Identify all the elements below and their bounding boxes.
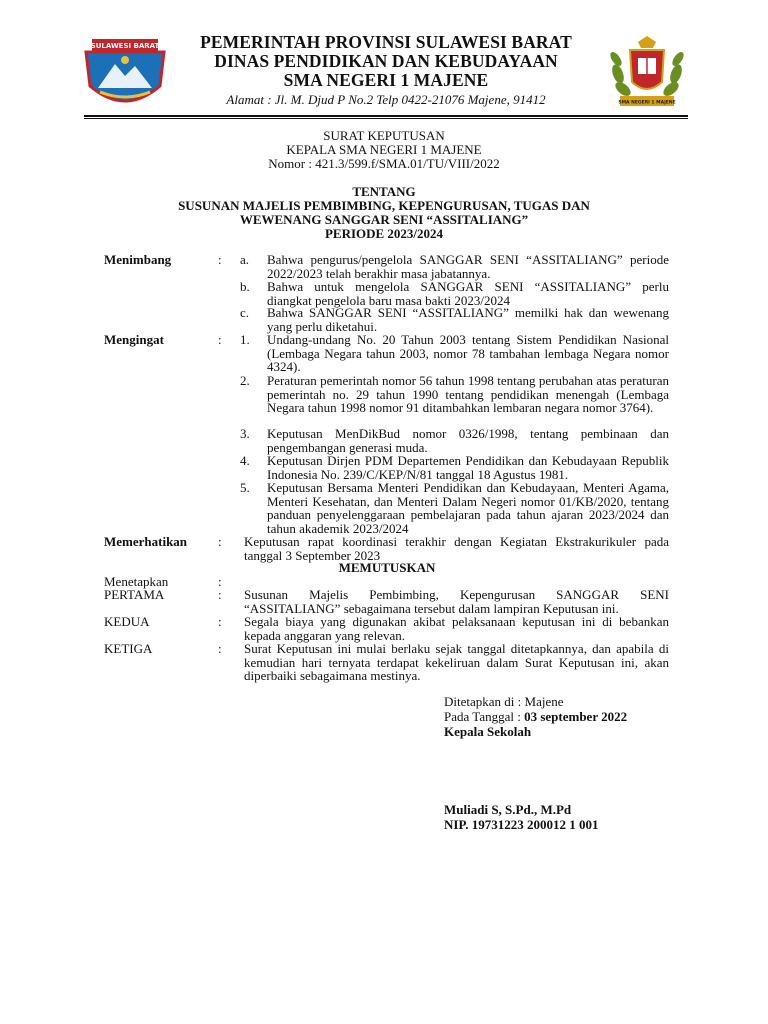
ketiga-label: KETIGA <box>104 641 153 656</box>
letterhead-address: Alamat : Jl. M. Djud P No.2 Telp 0422-21076 Majene, 91412 <box>226 92 546 107</box>
memerhatikan-label: Memerhatikan <box>104 534 188 549</box>
menimbang-label: Menimbang <box>104 252 172 267</box>
pertama-label: PERTAMA <box>104 587 165 602</box>
place-of-issue: Ditetapkan di : Majene <box>444 694 564 709</box>
signatory-block <box>444 802 598 832</box>
kedua-label: KEDUA <box>104 614 150 629</box>
subject-period: PERIODE 2023/2024 <box>324 226 444 241</box>
memerhatikan-text: Keputusan rapat koordinasi terakhir dengan Kegiatan Ekstrakurikuler pada tanggal 3 September 2023 <box>244 534 669 563</box>
province-emblem-logo <box>80 36 170 112</box>
school-emblem-logo <box>608 34 686 110</box>
decree-title: SURAT KEPUTUSAN <box>323 128 445 143</box>
date-of-issue: Pada Tanggal : 03 september 2022 <box>444 709 628 724</box>
mengingat-label: Mengingat <box>104 332 164 347</box>
signatory-title: Kepala Sekolah <box>444 724 532 739</box>
letterhead-line-2: DINAS PENDIDIKAN DAN KEBUDAYAAN <box>214 51 558 71</box>
decree-title-block <box>0 129 768 241</box>
svg-text:SULAWESI BARAT: SULAWESI BARAT <box>90 42 160 50</box>
header-divider-thin <box>84 118 688 119</box>
signature-block <box>444 694 627 739</box>
signatory-name: Muliadi S, S.Pd., M.Pd <box>444 802 572 817</box>
letterhead-line-3: SMA NEGERI 1 MAJENE <box>283 70 489 90</box>
memutuskan-heading: MEMUTUSKAN <box>338 560 436 575</box>
letterhead <box>80 30 690 115</box>
pertama-text: Susunan Majelis Pembimbing, Kepengurusan SANGGAR SENI “ASSITALIANG” sebagaimana tersebut dalam lampiran Keputusan ini. <box>244 587 669 616</box>
header-divider-thick <box>84 115 688 117</box>
decree-issuer: KEPALA SMA NEGERI 1 MAJENE <box>286 142 482 157</box>
svg-text:SMA NEGERI 1 MAJENE: SMA NEGERI 1 MAJENE <box>618 100 676 106</box>
letterhead-line-1: PEMERINTAH PROVINSI SULAWESI BARAT <box>200 32 572 52</box>
decree-number: Nomor : 421.3/599.f/SMA.01/TU/VIII/2022 <box>268 156 500 171</box>
subject-line-2: WEWENANG SANGGAR SENI “ASSITALIANG” <box>239 212 529 227</box>
signatory-nip: NIP. 19731223 200012 1 001 <box>444 817 599 832</box>
subject-line-1: SUSUNAN MAJELIS PEMBIMBING, KEPENGURUSAN, TUGAS DAN <box>178 198 590 213</box>
menetapkan-label: Menetapkan <box>104 574 169 589</box>
ketiga-text: Surat Keputusan ini mulai berlaku sejak tanggal ditetapkannya, dan apabila di kemudian hari ternyata terdapat kekeliruan dalam Surat Keputusan ini, akan diperbaiki sebagaimana mestinya. <box>244 641 669 684</box>
kedua-text: Segala biaya yang digunakan akibat pelaksanaan keputusan ini di bebankan kepada anggaran yang relevan. <box>244 614 669 643</box>
tentang-heading: TENTANG <box>352 184 416 199</box>
